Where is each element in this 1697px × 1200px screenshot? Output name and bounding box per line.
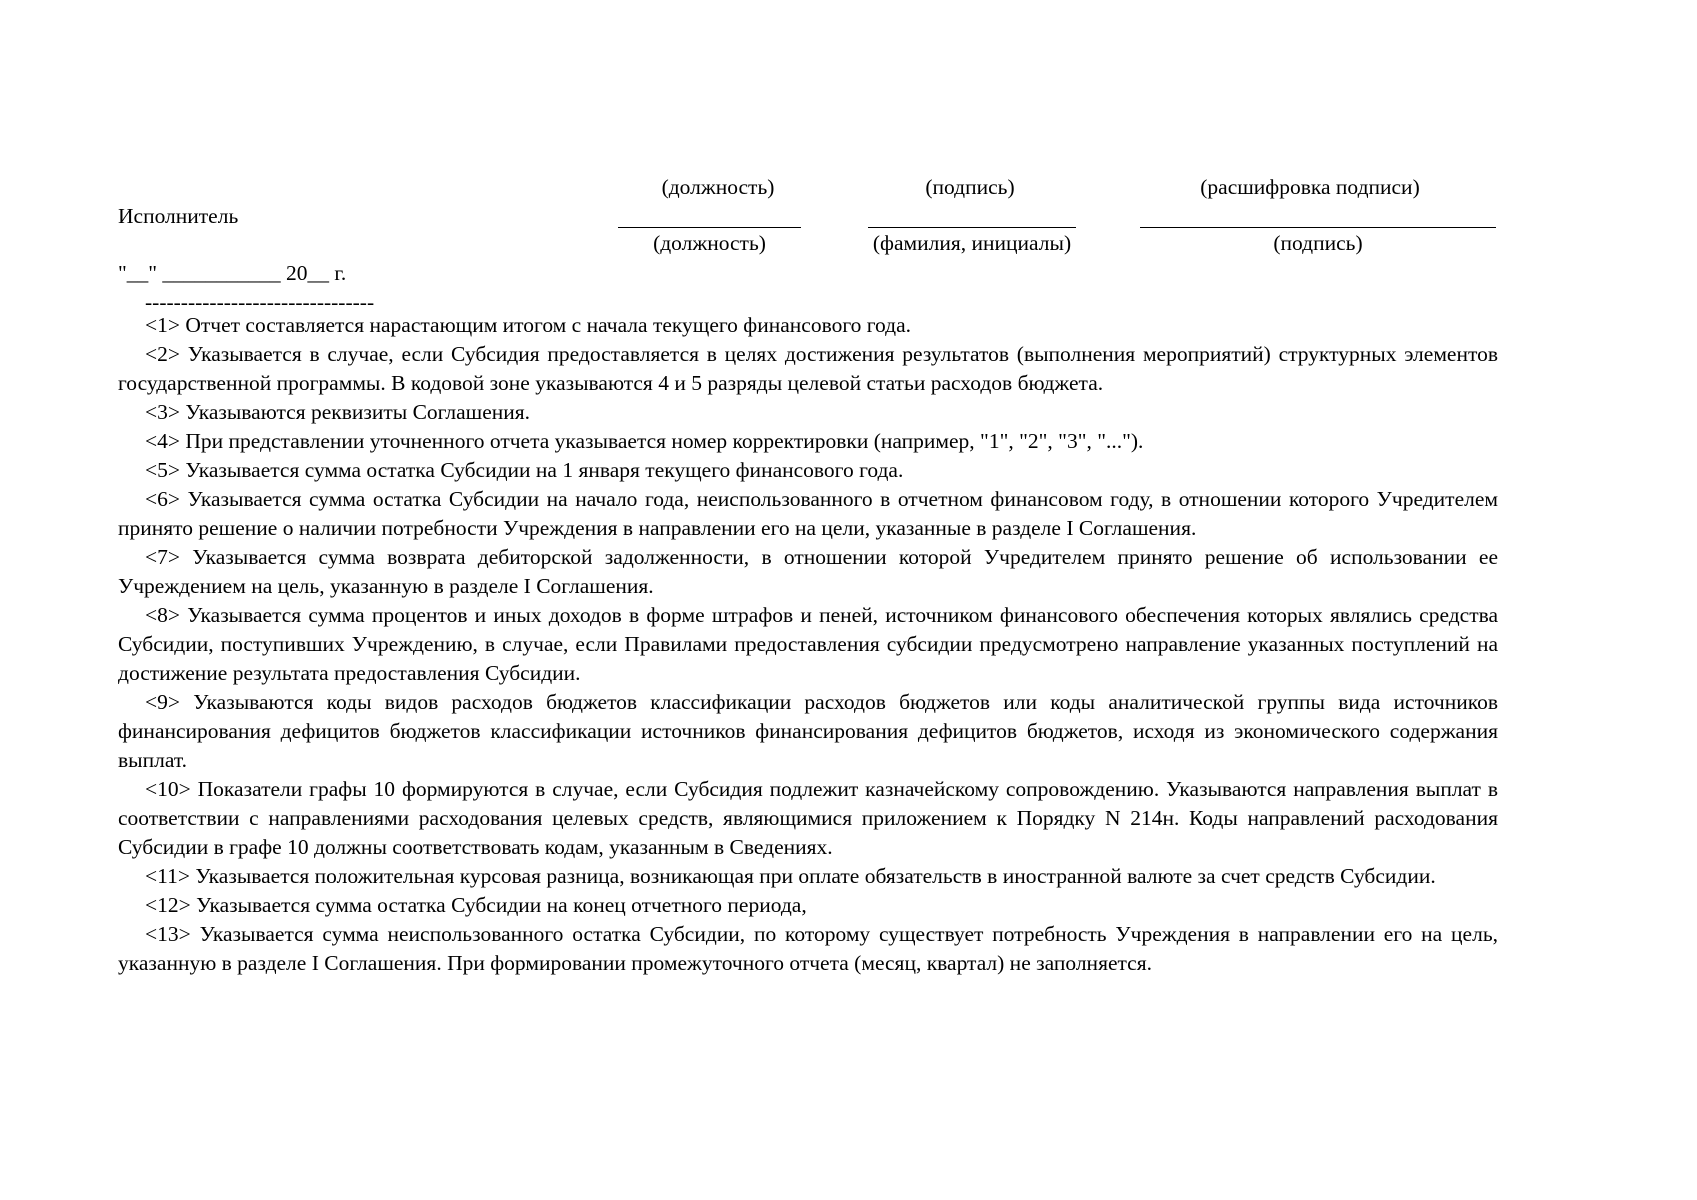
executor-label: Исполнитель — [118, 204, 239, 228]
signature-line-position — [618, 227, 801, 228]
footnote-13: <13> Указывается сумма неиспользованного остатка Субсидии, по которому существует потребность Учреждения в направлении его на цель, указанную в разделе I Соглашения. При формировании промежуточного отчета (месяц, квартал) не заполняется. — [118, 922, 1498, 975]
footnote-10: <10> Показатели графы 10 формируются в случае, если Субсидия подлежит казначейскому сопровождению. Указываются направления выплат в соответствии с направлениями расходования целевых средств, являющимися приложением к Порядку N 214н. Коды направлений расходования Субсидии в графе 10 должны соответствовать кодам, указанным в Сведениях. — [118, 777, 1498, 859]
caption-signature-decoding-top: (расшифровка подписи) — [1200, 175, 1420, 199]
footnote-7: <7> Указывается сумма возврата дебиторской задолженности, в отношении которой Учредителем принято решение об использовании ее Учреждением на цель, указанную в разделе I Соглашения. — [118, 545, 1498, 598]
footnote-3: <3> Указываются реквизиты Соглашения. — [145, 400, 531, 424]
caption-position-top: (должность) — [661, 175, 775, 199]
signature-line-signature — [1140, 227, 1496, 228]
footnote-2: <2> Указывается в случае, если Субсидия предоставляется в целях достижения результатов (выполнения мероприятий) структурных элементов государственной программы. В кодовой зоне указываются 4 и 5 разряды целевой статьи расходов бюджета. — [118, 342, 1498, 395]
caption-position-bottom: (должность) — [653, 231, 766, 255]
footnotes — [118, 311, 1498, 978]
footnote-12: <12> Указывается сумма остатка Субсидии на конец отчетного периода, — [145, 893, 807, 917]
footnote-1: <1> Отчет составляется нарастающим итогом с начала текущего финансового года. — [145, 313, 912, 337]
footnote-9: <9> Указываются коды видов расходов бюджетов классификации расходов бюджетов или коды аналитической группы вида источников финансирования дефицитов бюджетов классификации источников финансирования дефицитов бюджетов, исходя из экономического содержания выплат. — [118, 690, 1498, 772]
footnote-6: <6> Указывается сумма остатка Субсидии на начало года, неиспользованного в отчетном финансовом году, в отношении которого Учредителем принято решение о наличии потребности Учреждения в направлении его на цели, указанные в разделе I Соглашения. — [118, 487, 1498, 540]
footnote-11: <11> Указывается положительная курсовая разница, возникающая при оплате обязательств в иностранной валюте за счет средств Субсидии. — [145, 864, 1436, 888]
footnote-5: <5> Указывается сумма остатка Субсидии на 1 января текущего финансового года. — [145, 458, 904, 482]
caption-full-name: (фамилия, инициалы) — [872, 231, 1072, 255]
date-line: "__" ___________ 20__ г. — [118, 261, 347, 285]
caption-signature-top: (подпись) — [925, 175, 1015, 199]
signature-line-name — [868, 227, 1076, 228]
footnote-8: <8> Указывается сумма процентов и иных доходов в форме штрафов и пеней, источником финансового обеспечения которых являлись средства Субсидии, поступивших Учреждению, в случае, если Правилами предоставления субсидии предусмотрено направление указанных поступлений на достижение результата предоставления Субсидии. — [118, 603, 1498, 685]
caption-signature-bottom: (подпись) — [1273, 231, 1363, 255]
footnote-separator: -------------------------------- — [145, 290, 375, 314]
footnote-4: <4> При представлении уточненного отчета указывается номер корректировки (например, "1", "2", "3", "..."). — [145, 429, 1144, 453]
